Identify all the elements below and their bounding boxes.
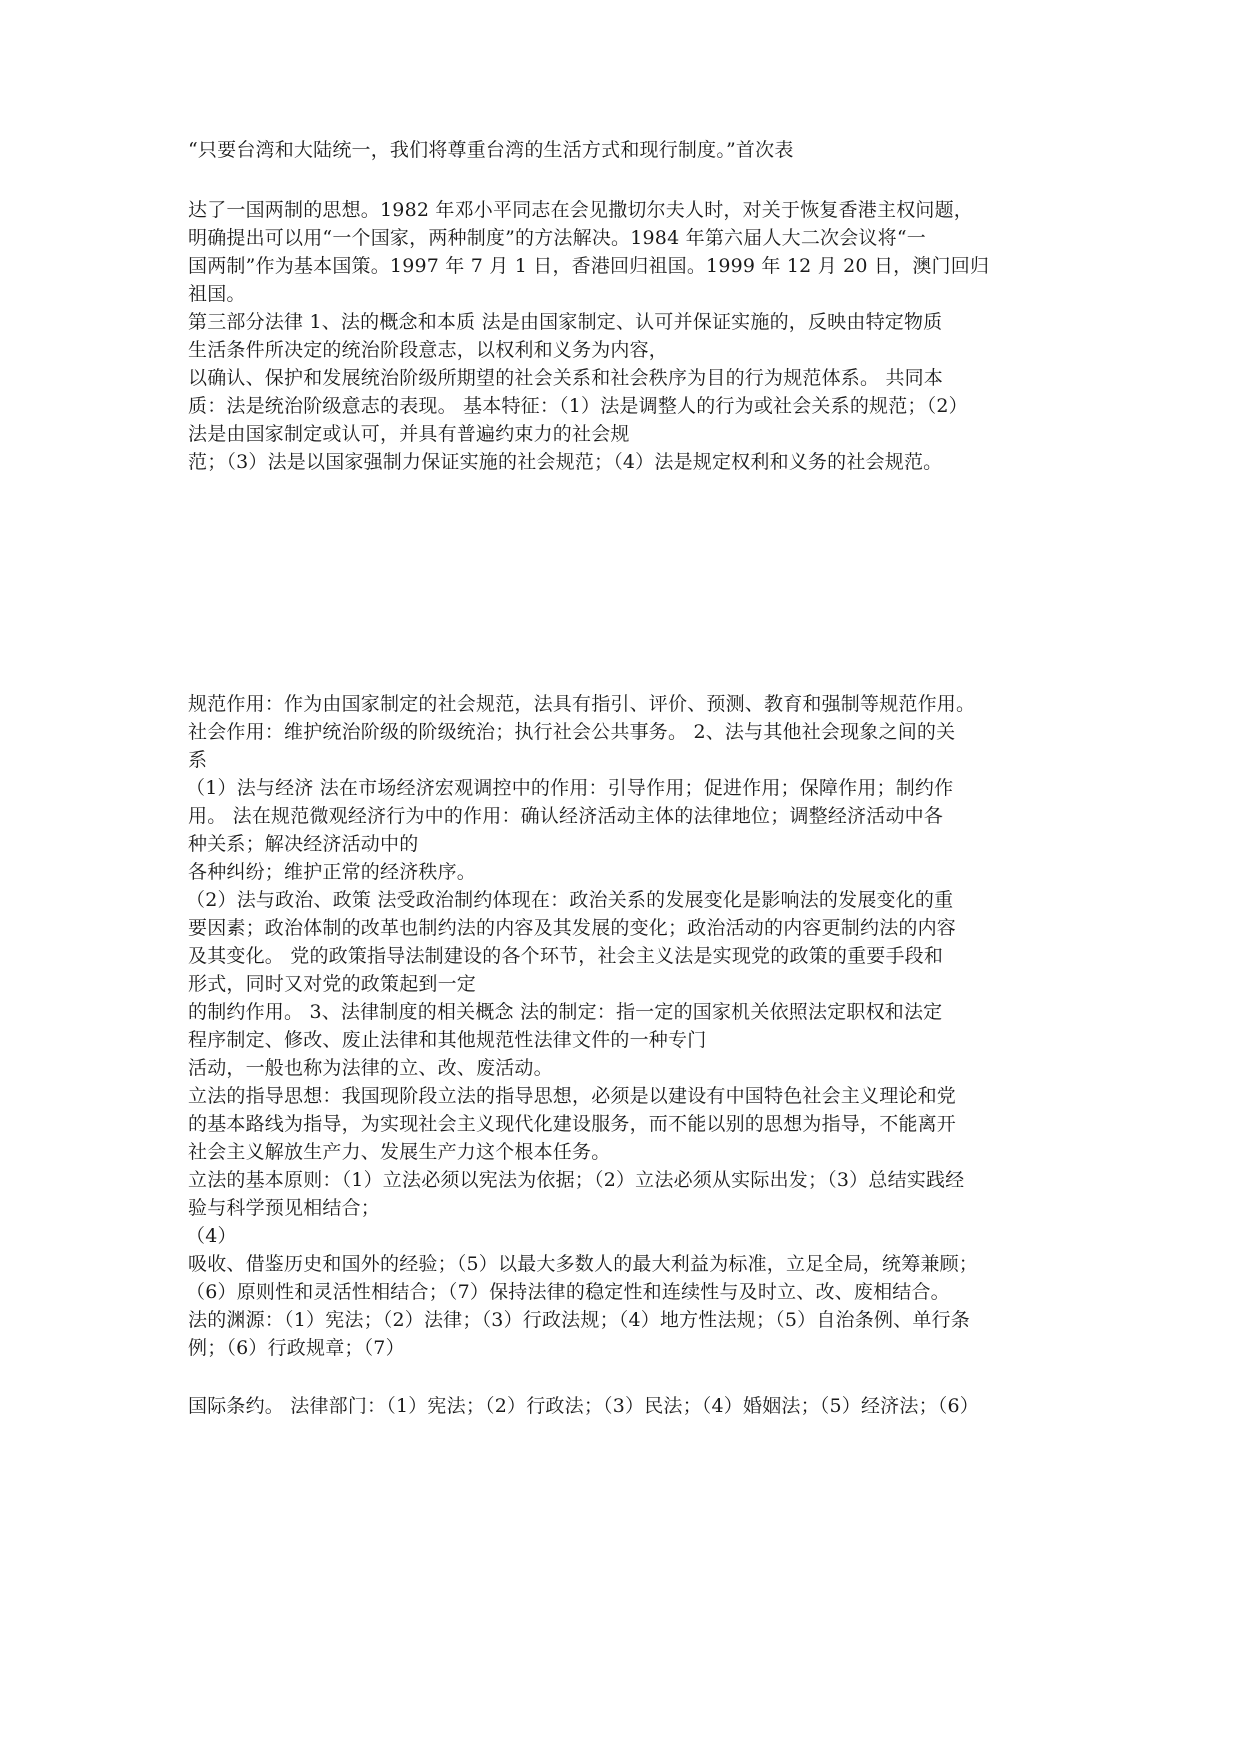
text-line: 种关系；解决经济活动中的	[188, 833, 419, 855]
text-line: 的制约作用。 3、法律制度的相关概念 法的制定：指一定的国家机关依照法定职权和法定	[188, 1001, 943, 1023]
text-line: 生活条件所决定的统治阶段意志，以权利和义务为内容，	[188, 339, 669, 361]
text-line: 验与科学预见相结合；	[188, 1197, 381, 1219]
text-line: 要因素；政治体制的改革也制约法的内容及其发展的变化；政治活动的内容更制约法的内容	[188, 917, 957, 939]
text-line: 及其变化。 党的政策指导法制建设的各个环节，社会主义法是实现党的政策的重要手段和	[188, 945, 944, 967]
text-line: 以确认、保护和发展统治阶级所期望的社会关系和社会秩序为目的行为规范体系。 共同本	[188, 367, 944, 389]
text-line: 达了一国两制的思想。1982 年邓小平同志在会见撒切尔夫人时，对关于恢复香港主权问题，	[188, 199, 973, 221]
text-line: 法的渊源：（1）宪法；（2）法律；（3）行政法规；（4）地方性法规；（5）自治条例、单行条	[188, 1309, 970, 1331]
text-line: 法是由国家制定或认可，并具有普遍约束力的社会规	[188, 423, 630, 445]
text-line: 国际条约。 法律部门：（1）宪法；（2）行政法；（3）民法；（4）婚姻法；（5）经济法；（6）	[188, 1395, 979, 1417]
text-line: 程序制定、修改、废止法律和其他规范性法律文件的一种专门	[188, 1029, 707, 1051]
text-line: 祖国。	[188, 283, 246, 305]
text-line: 吸收、借鉴历史和国外的经验；（5）以最大多数人的最大利益为标准，立足全局，统筹兼顾；	[188, 1253, 978, 1275]
text-line: （6）原则性和灵活性相结合；（7）保持法律的稳定性和连续性与及时立、改、废相结合。	[186, 1281, 950, 1303]
text-line: 规范作用：作为由国家制定的社会规范，法具有指引、评价、预测、教育和强制等规范作用。	[188, 693, 976, 715]
text-line: 形式，同时又对党的政策起到一定	[188, 973, 477, 995]
text-line: 活动，一般也称为法律的立、改、废活动。	[188, 1057, 553, 1079]
text-line: 例；（6）行政规章；（7）	[188, 1337, 405, 1359]
text-line: 国两制”作为基本国策。1997 年 7 月 1 日，香港回归祖国。1999 年 12 月 20 日，澳门回归	[188, 255, 990, 277]
text-line: “只要台湾和大陆统一，我们将尊重台湾的生活方式和现行制度。”首次表	[188, 139, 794, 161]
text-line: 质：法是统治阶级意志的表现。 基本特征：（1）法是调整人的行为或社会关系的规范；（2）	[188, 395, 968, 417]
text-line: 社会作用：维护统治阶级的阶级统治；执行社会公共事务。 2、法与其他社会现象之间的关	[188, 721, 956, 743]
text-line: 各种纠纷；维护正常的经济秩序。	[188, 861, 477, 883]
text-line: 社会主义解放生产力、发展生产力这个根本任务。	[188, 1141, 611, 1163]
text-line: 用。 法在规范微观经济行为中的作用：确认经济活动主体的法律地位；调整经济活动中各	[188, 805, 944, 827]
text-line: 立法的指导思想：我国现阶段立法的指导思想，必须是以建设有中国特色社会主义理论和党	[188, 1085, 957, 1107]
text-line: 明确提出可以用“一个国家，两种制度”的方法解决。1984 年第六届人大二次会议将“一	[188, 227, 926, 249]
text-line: 的基本路线为指导，为实现社会主义现代化建设服务，而不能以别的思想为指导，不能离开	[188, 1113, 957, 1135]
text-line: 第三部分法律 1、法的概念和本质 法是由国家制定、认可并保证实施的，反映由特定物质	[188, 311, 943, 333]
text-line: （2）法与政治、政策 法受政治制约体现在：政治关系的发展变化是影响法的发展变化的重	[186, 889, 954, 911]
text-line: （4）	[186, 1225, 237, 1247]
text-line: 范；（3）法是以国家强制力保证实施的社会规范；（4）法是规定权利和义务的社会规范。	[188, 451, 943, 473]
text-line: 系	[188, 749, 208, 771]
text-line: （1）法与经济 法在市场经济宏观调控中的作用：引导作用；促进作用；保障作用；制约作	[186, 777, 954, 799]
text-line: 立法的基本原则：（1）立法必须以宪法为依据；（2）立法必须从实际出发；（3）总结实践经	[188, 1169, 965, 1191]
